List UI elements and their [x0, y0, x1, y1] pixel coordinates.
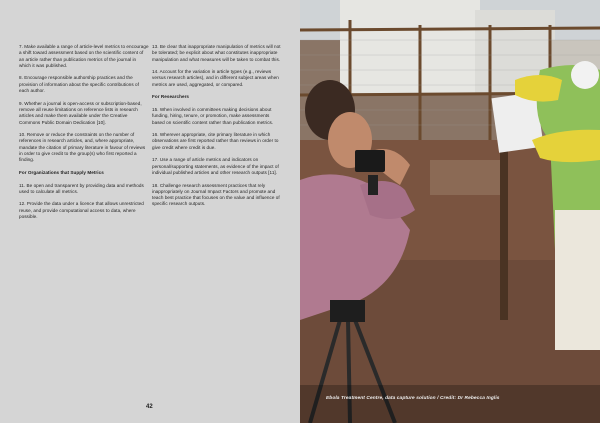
left-column — [19, 44, 149, 227]
paragraph: 13. Be clear that inappropriate manipulation of metrics will not be tolerated; be explicit about what constitutes inappropriate manipulation and what measures will be taken to combat this. — [152, 44, 281, 62]
section-heading: For Organizations that Supply Metrics — [19, 169, 104, 175]
photo — [300, 0, 600, 423]
paragraph: 15. When involved in committees making decisions about funding, hiring, tenure, or promotion, make assessments based on scientific content rather than publication metrics. — [152, 106, 274, 125]
right-column — [152, 44, 282, 214]
paragraph: 12. Provide the data under a licence that allows unrestricted reuse, and provide computational access to data, where possible. — [19, 201, 144, 220]
paragraph: 18. Challenge research assessment practices that rely inappropriately on Journal Impact Factors and promote and teach best practice that focuses on the value and influence of specific research outputs. — [152, 182, 280, 207]
photo-caption: Ebola Treatment Centre, data capture solution / Credit: Dr Rebecca Inglis — [326, 396, 500, 401]
paragraph: 11. Be open and transparent by providing data and methods used to calculate all metrics. — [19, 182, 144, 194]
section-heading: For Researchers — [152, 94, 190, 100]
paragraph: 17. Use a range of article metrics and indicators on personal/supporting statements, as evidence of the impact of individual published articles and other research outputs [11]. — [152, 157, 279, 175]
paragraph: 9. Whether a journal is open-access or subscription-based, remove all reuse limitations on reference lists in research articles and make them available under the Creative Commons Public Domain Dedication [10]. — [19, 100, 142, 125]
paragraph: 16. Wherever appropriate, cite primary literature in which observations are first reported rather than reviews in order to give credit where credit is due. — [152, 132, 279, 150]
paragraph: 8. Encourage responsible authorship practices and the provision of information about the specific contributions of each author. — [19, 75, 139, 94]
paragraph: 10. Remove or reduce the constraints on the number of references in research articles, and, where appropriate, mandate the citation of primary literature in favour of reviews in order to give credit to the group(s) who first reported a finding. — [19, 132, 146, 163]
paragraph: 14. Account for the variation in article types (e.g., reviews versus research articles), and in different subject areas when metrics are used, aggregated, or compared. — [152, 69, 279, 87]
paragraph: 7. Make available a range of article-level metrics to encourage a shift toward assessment based on the scientific content of an article rather than publication metrics of the journal in which it was published. — [19, 44, 149, 68]
photo-illustration — [300, 0, 600, 423]
page-number: 42 — [146, 404, 153, 410]
